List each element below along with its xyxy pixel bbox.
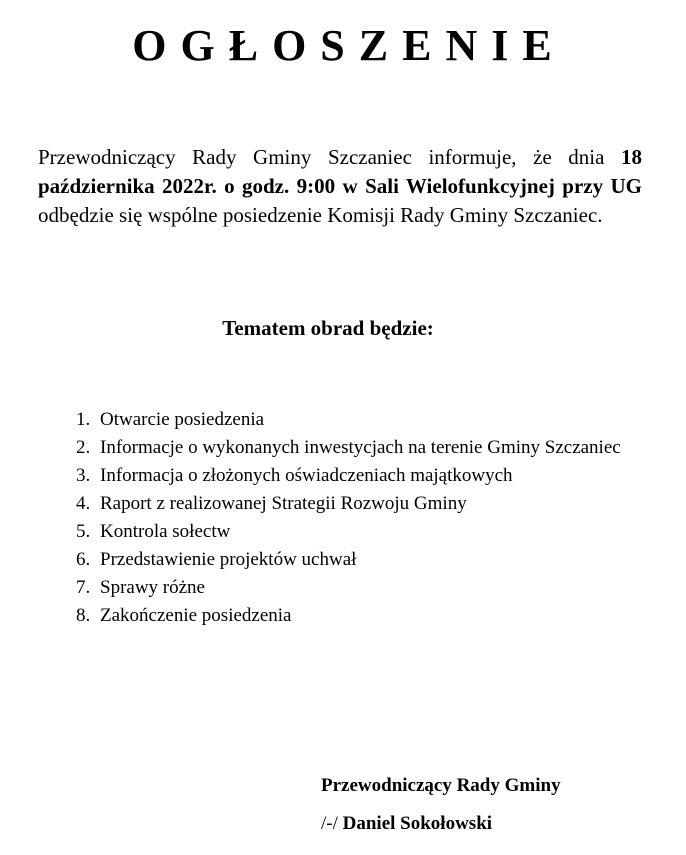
agenda-item-number: 5.	[76, 521, 91, 542]
intro-paragraph	[38, 143, 642, 230]
agenda-list	[76, 406, 642, 630]
intro-text-end: odbędzie się wspólne posiedzenie Komisji Rady Gminy Szczaniec.	[38, 203, 603, 227]
document-title: OGŁOSZENIE	[132, 21, 566, 70]
agenda-item-number: 4.	[76, 493, 91, 514]
agenda-item-number: 3.	[76, 465, 91, 486]
signature-name: Daniel Sokołowski	[342, 813, 493, 834]
agenda-item-text: Sprawy różne	[100, 577, 205, 598]
signature-role: Przewodniczący Rady Gminy	[321, 775, 561, 796]
agenda-item	[76, 602, 642, 630]
agenda-item-text: Przedstawienie projektów uchwał	[100, 549, 357, 570]
agenda-item	[76, 434, 642, 462]
agenda-item-text: Raport z realizowanej Strategii Rozwoju Gminy	[100, 493, 467, 514]
agenda-item-text: Zakończenie posiedzenia	[100, 605, 292, 626]
signature-prefix: /-/	[321, 813, 343, 834]
agenda-item	[76, 574, 642, 602]
agenda-item-text: Informacja o złożonych oświadczeniach majątkowych	[100, 465, 513, 486]
intro-date-place: 18 października 2022r. o godz. 9:00 w Sali Wielofunkcyjnej przy UG	[38, 145, 642, 198]
agenda-item	[76, 406, 642, 434]
agenda-item-number: 7.	[76, 577, 91, 598]
agenda-item-number: 6.	[76, 549, 91, 570]
agenda-heading: Tematem obrad będzie:	[222, 316, 434, 340]
agenda-item	[76, 518, 642, 546]
agenda-item-text: Otwarcie posiedzenia	[100, 409, 265, 430]
signature-line	[321, 810, 492, 838]
intro-text-start: Przewodniczący Rady Gminy Szczaniec informuje, że dnia	[38, 145, 621, 169]
agenda-item-number: 8.	[76, 605, 91, 626]
agenda-item	[76, 462, 642, 490]
agenda-item	[76, 490, 642, 518]
agenda-item-number: 2.	[76, 437, 91, 458]
agenda-item-number: 1.	[76, 409, 91, 430]
agenda-item	[76, 546, 642, 574]
agenda-item-text: Kontrola sołectw	[100, 521, 231, 542]
agenda-item-text: Informacje o wykonanych inwestycjach na terenie Gminy Szczaniec	[100, 437, 621, 458]
